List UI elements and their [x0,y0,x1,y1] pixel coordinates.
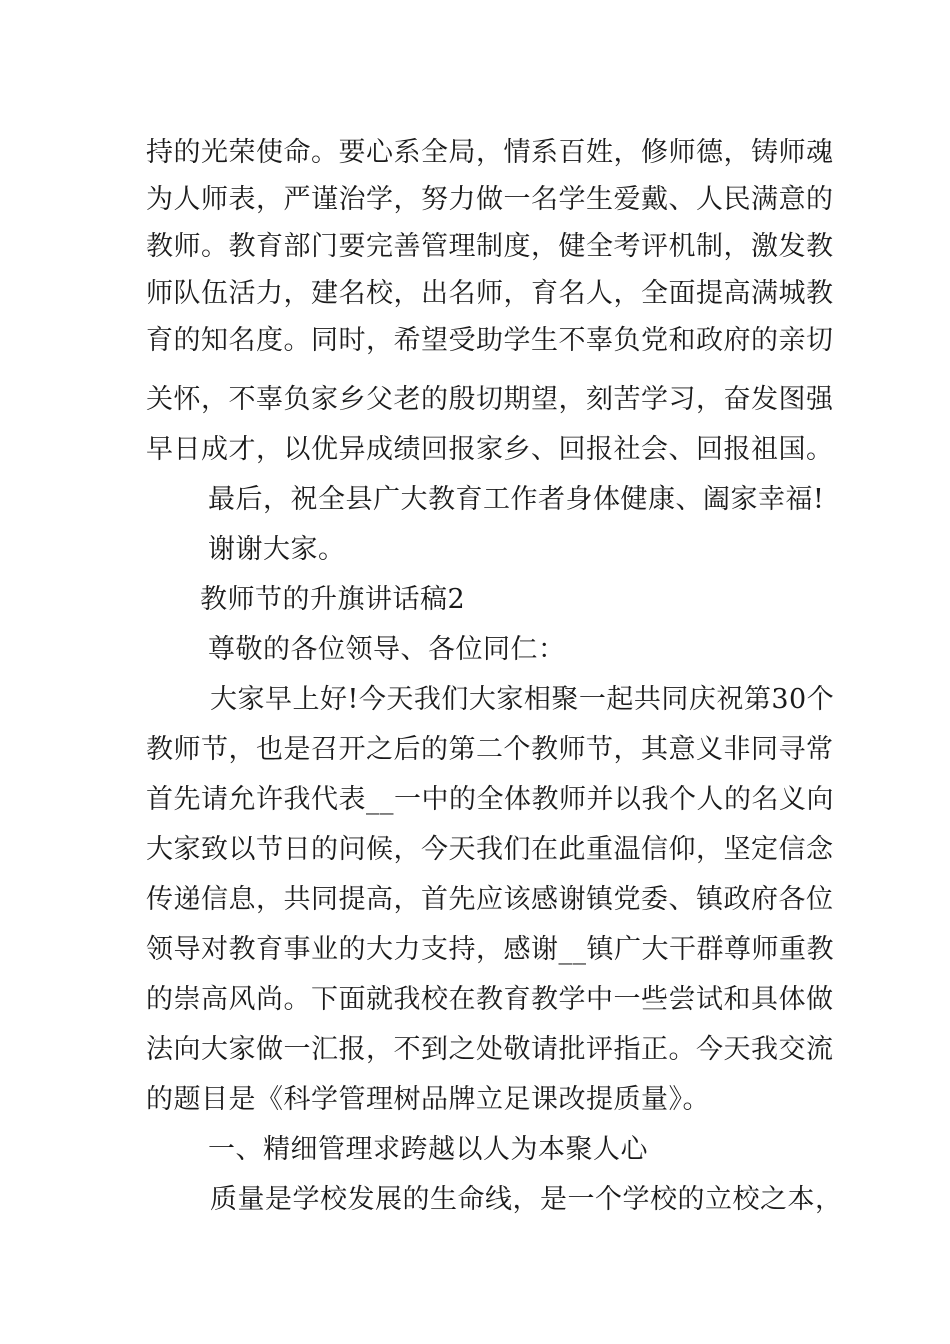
text-line: 师队伍活力，建名校，出名师，育名人，全面提高满城教 [146,278,834,309]
text-line: 的崇高风尚。下面就我校在教育教学中一些尝试和具体做 [146,984,834,1015]
text-line: 持的光荣使命。要心系全局，情系百姓，修师德，铸师魂 [146,137,834,168]
text-line: 首先请允许我代表__一中的全体教师并以我个人的名义向 [146,784,834,815]
text-line: 大家致以节日的问候，今天我们在此重温信仰，坚定信念 [146,834,834,865]
text-line: 关怀，不辜负家乡父老的殷切期望，刻苦学习，奋发图强 [146,384,834,415]
text-line: 大家早上好!今天我们大家相聚一起共同庆祝第30个 [210,684,835,715]
text-line: 教师。教育部门要完善管理制度，健全考评机制，激发教 [146,231,834,262]
thanks-line: 谢谢大家。 [208,534,346,565]
text-line: 育的知名度。同时，希望受助学生不辜负党和政府的亲切 [146,325,834,356]
text-line: 为人师表，严谨治学，努力做一名学生爱戴、人民满意的 [146,184,834,215]
heading-line: 一、精细管理求跨越以人为本聚人心 [208,1134,648,1165]
text-line: 传递信息，共同提高，首先应该感谢镇党委、镇政府各位 [146,884,834,915]
text-line: 早日成才，以优异成绩回报家乡、回报社会、回报祖国。 [146,434,834,465]
closing-line: 最后，祝全县广大教育工作者身体健康、阖家幸福! [208,484,825,515]
text-line: 领导对教育事业的大力支持，感谢__镇广大干群尊师重教 [146,934,834,965]
text-line: 质量是学校发展的生命线，是一个学校的立校之本， [210,1184,843,1215]
text-line: 教师节，也是召开之后的第二个教师节，其意义非同寻常 [146,734,834,765]
text-line: 法向大家做一汇报，不到之处敬请批评指正。今天我交流 [146,1034,834,1065]
section-title: 教师节的升旗讲话稿2 [200,584,466,615]
salutation: 尊敬的各位领导、各位同仁： [208,634,566,665]
text-line: 的题目是《科学管理树品牌立足课改提质量》。 [146,1084,710,1115]
